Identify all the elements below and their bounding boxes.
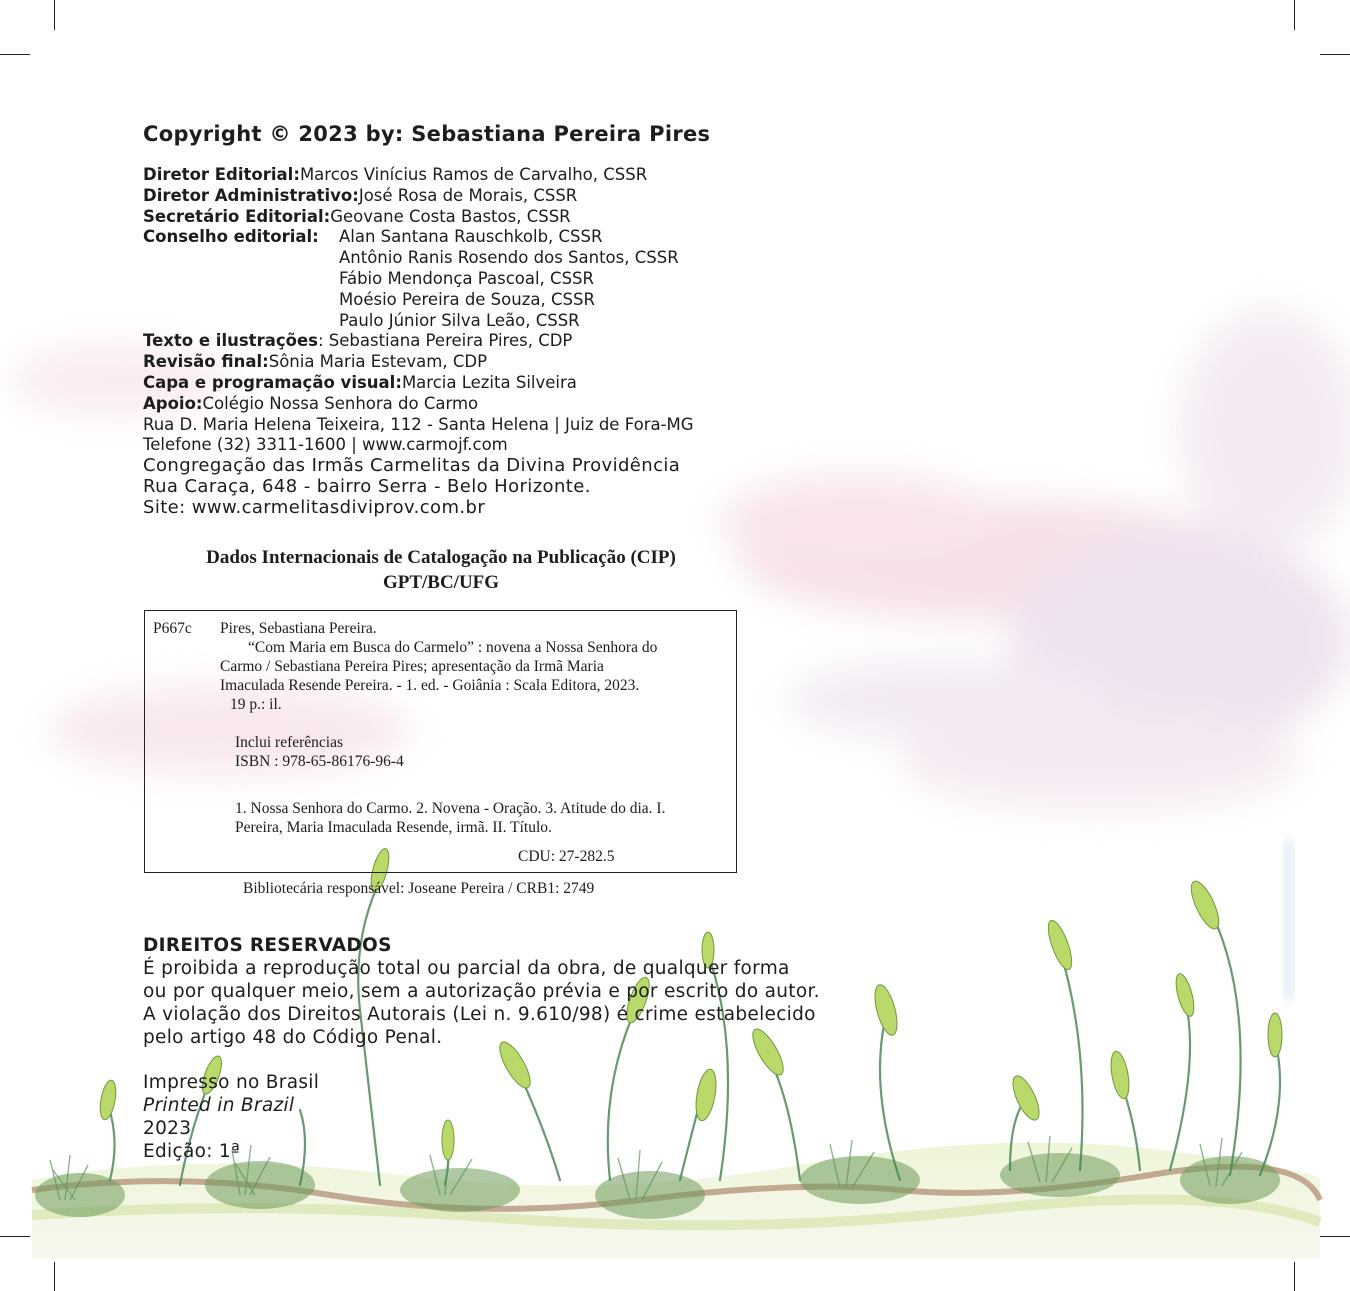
credit-value: Geovane Costa Bastos, CSSR xyxy=(330,206,571,226)
credit-value: José Rosa de Morais, CSSR xyxy=(358,185,578,205)
copyright-line: Copyright © 2023 by: Sebastiana Pereira Pires xyxy=(143,122,711,146)
credit-apoio xyxy=(143,394,694,415)
conselho-member: Fábio Mendonça Pascoal, CSSR xyxy=(339,268,594,288)
cip-subtitle: GPT/BC/UFG xyxy=(382,572,500,593)
printed-block xyxy=(143,1071,319,1163)
credit-label: Secretário Editorial: xyxy=(143,206,331,226)
phone-line: Telefone (32) 3311-1600 | www.carmojf.com xyxy=(143,435,508,455)
credit-value: Colégio Nossa Senhora do Carmo xyxy=(202,393,479,413)
credit-conselho-editorial xyxy=(143,227,694,248)
cip-line: ISBN : 978-65-86176-96-4 xyxy=(235,753,404,770)
cip-line: Pires, Sebastiana Pereira. xyxy=(220,620,377,637)
address-line: Rua Caraça, 648 - bairro Serra - Belo Horizonte. xyxy=(143,475,591,497)
cip-line: 1. Nossa Senhora do Carmo. 2. Novena - Oração. 3. Atitude do dia. I. xyxy=(235,800,666,817)
cip-record-box xyxy=(144,610,737,873)
cip-cdu: CDU: 27-282.5 xyxy=(518,848,615,865)
cip-title: Dados Internacionais de Catalogação na Publicação (CIP) xyxy=(206,547,676,568)
cip-line: Pereira, Maria Imaculada Resende, irmã. II. Título. xyxy=(235,819,552,836)
credit-revisao-final xyxy=(143,352,694,373)
rights-line: A violação dos Direitos Autorais (Lei n. 9.610/98) é crime estabelecido xyxy=(143,1004,816,1025)
credit-label: Revisão final: xyxy=(143,352,269,372)
credit-value: Marcia Lezita Silveira xyxy=(401,372,577,392)
cip-line xyxy=(220,714,725,733)
rights-heading: DIREITOS RESERVADOS xyxy=(143,935,392,956)
cip-line: Imaculada Resende Pereira. - 1. ed. - Goiânia : Scala Editora, 2023. xyxy=(220,677,640,694)
congregation-line: Congregação das Irmãs Carmelitas da Divina Providência xyxy=(143,455,681,477)
credit-value: Marcos Vinícius Ramos de Carvalho, CSSR xyxy=(299,165,648,184)
cip-line: “Com Maria em Busca do Carmelo” : novena a Nossa Senhora do xyxy=(248,639,658,656)
rights-line: pelo artigo 48 do Código Penal. xyxy=(143,1027,443,1048)
conselho-member: Antônio Ranis Rosendo dos Santos, CSSR xyxy=(339,248,679,268)
credit-label: Capa e programação visual: xyxy=(143,372,402,392)
conselho-member: Paulo Júnior Silva Leão, CSSR xyxy=(339,310,580,330)
librarian-line: Bibliotecária responsável: Joseane Pereira / CRB1: 2749 xyxy=(243,880,595,897)
cip-record-body xyxy=(220,619,725,837)
cip-heading xyxy=(143,545,739,595)
credit-diretor-editorial xyxy=(143,165,694,186)
credit-texto-ilustracoes xyxy=(143,331,694,352)
rights-line: É proibida a reprodução total ou parcial da obra, de qualquer forma xyxy=(143,958,790,979)
credit-value: : Sebastiana Pereira Pires, CDP xyxy=(317,331,573,351)
credit-label: Texto e ilustrações xyxy=(143,331,318,351)
cip-line: Carmo / Sebastiana Pereira Pires; apresentação da Irmã Maria xyxy=(220,658,604,675)
credit-label: Diretor Editorial: xyxy=(143,165,300,184)
printed-en: Printed in Brazil xyxy=(143,1095,295,1116)
credit-capa xyxy=(143,373,694,394)
credit-label: Apoio: xyxy=(143,393,203,413)
rights-line: ou por qualquer meio, sem a autorização prévia e por escrito do autor. xyxy=(143,981,820,1002)
credits-block xyxy=(143,165,694,519)
credit-diretor-administrativo xyxy=(143,186,694,207)
credit-value: Sônia Maria Estevam, CDP xyxy=(268,352,488,372)
printed-year: 2023 xyxy=(143,1118,192,1139)
credit-secretario-editorial xyxy=(143,207,694,228)
cip-line: Inclui referências xyxy=(235,734,344,751)
address-line: Rua D. Maria Helena Teixeira, 112 - Santa Helena | Juiz de Fora-MG xyxy=(143,414,694,434)
printed-edition: Edição: 1ª xyxy=(143,1141,240,1162)
cip-line xyxy=(220,771,725,799)
site-line: Site: www.carmelitasdiviprov.com.br xyxy=(143,496,486,518)
credit-label: Conselho editorial: xyxy=(143,227,319,247)
conselho-member: Moésio Pereira de Souza, CSSR xyxy=(339,289,595,309)
credit-label: Diretor Administrativo: xyxy=(143,185,359,205)
cip-call-number: P667c xyxy=(153,620,192,637)
conselho-member: Alan Santana Rauschkolb, CSSR xyxy=(339,227,603,247)
printed-pt: Impresso no Brasil xyxy=(143,1072,320,1093)
cip-line: 19 p.: il. xyxy=(230,696,282,713)
rights-block xyxy=(143,934,820,1049)
